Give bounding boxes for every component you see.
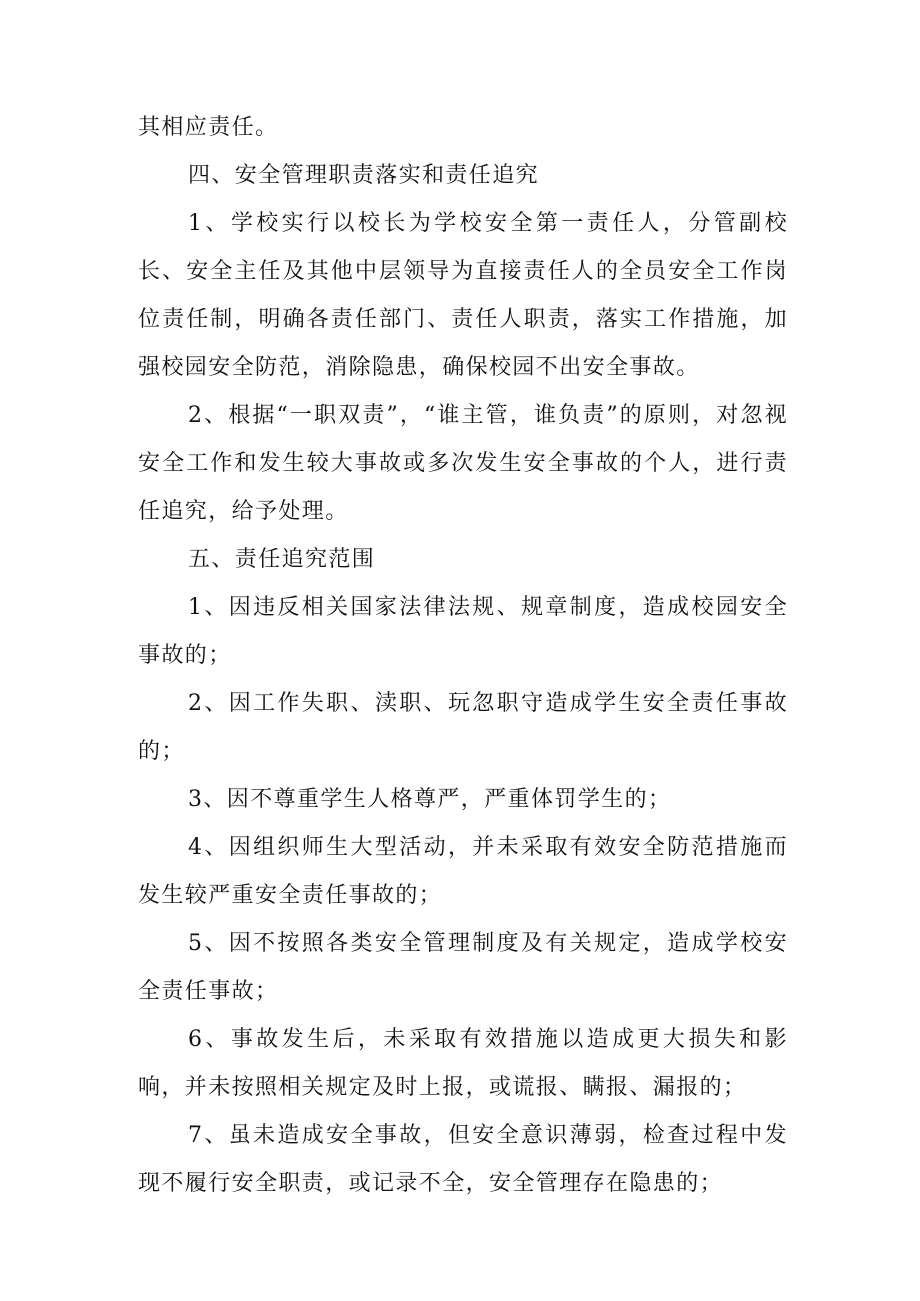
paragraph-5-7: 7、虽未造成安全事故，但安全意识薄弱，检查过程中发现不履行安全职责，或记录不全，安全管理存在隐患的； xyxy=(138,1123,788,1196)
paragraph-5-6: 6、事故发生后，未采取有效措施以造成更大损失和影响，并未按照相关规定及时上报，或谎报、瞒报、漏报的； xyxy=(138,1027,788,1100)
paragraph-5-3: 3、因不尊重学生人格尊严，严重体罚学生的； xyxy=(188,787,672,812)
document-body xyxy=(138,104,788,1208)
paragraph-4-2: 2、根据“一职双责”，“谁主管，谁负责”的原则，对忽视安全工作和发生较大事故或多次发生安全事故的个人，进行责任追究，给予处理。 xyxy=(138,403,788,524)
paragraph-5-4: 4、因组织师生大型活动，并未采取有效安全防范措施而发生较严重安全责任事故的； xyxy=(138,835,788,908)
paragraph-5-2: 2、因工作失职、渎职、玩忽职守造成学生安全责任事故的； xyxy=(138,691,788,764)
section-heading-4: 四、安全管理职责落实和责任追究 xyxy=(188,163,540,188)
paragraph-5-1: 1、因违反相关国家法律法规、规章制度，造成校园安全事故的； xyxy=(138,595,788,668)
section-heading-5: 五、责任追究范围 xyxy=(188,547,376,572)
paragraph-4-1: 1、学校实行以校长为学校安全第一责任人，分管副校长、安全主任及其他中层领导为直接责任人的全员安全工作岗位责任制，明确各责任部门、责任人职责，落实工作措施，加强校园安全防范，消除隐患，确保校园不出安全事故。 xyxy=(138,211,788,380)
paragraph-continuation: 其相应责任。 xyxy=(138,115,279,140)
paragraph-5-5: 5、因不按照各类安全管理制度及有关规定，造成学校安全责任事故； xyxy=(138,931,788,1004)
